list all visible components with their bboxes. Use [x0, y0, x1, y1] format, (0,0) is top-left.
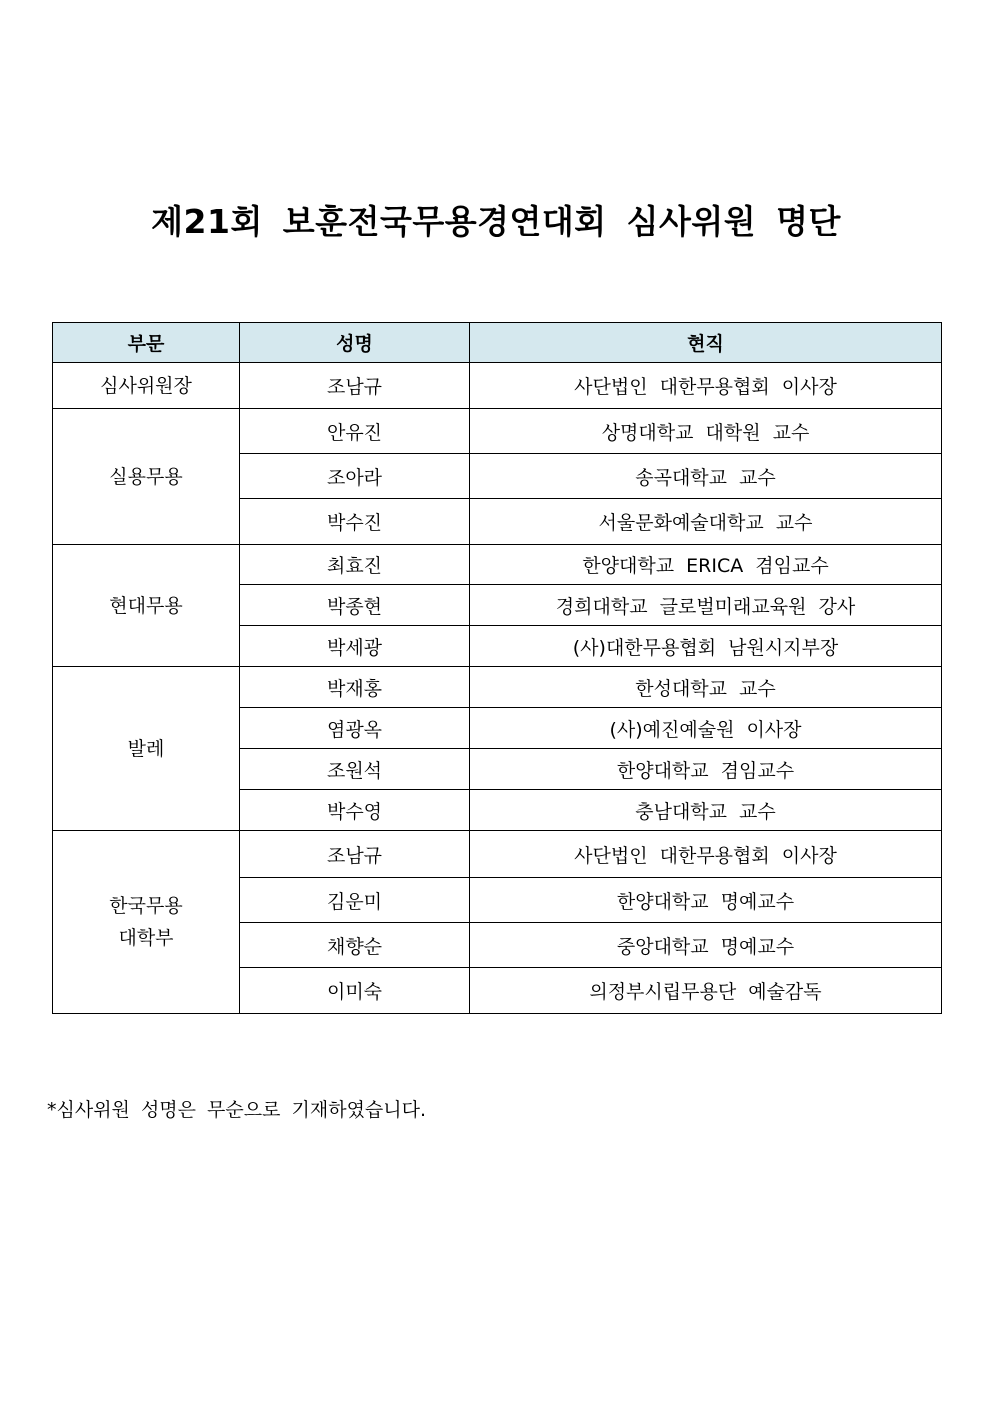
judge-position-cell: 상명대학교 대학원 교수 — [470, 409, 942, 454]
division-label: 대학부 — [118, 927, 174, 949]
footnote: *심사위원 성명은 무순으로 기재하였습니다. — [47, 1099, 427, 1121]
judge-position-cell: 서울문화예술대학교 교수 — [470, 499, 942, 545]
judge-name-cell: 채향순 — [240, 923, 470, 968]
division-label: 발레 — [127, 737, 165, 760]
judge-name-cell: 조원석 — [240, 749, 470, 790]
division-cell — [53, 363, 240, 409]
judge-name-cell: 안유진 — [240, 409, 470, 454]
judge-position-cell: 송곡대학교 교수 — [470, 454, 942, 499]
table-row — [53, 363, 942, 409]
division-label: 심사위원장 — [100, 374, 192, 397]
division-label: 실용무용 — [109, 465, 183, 488]
table-row — [53, 831, 942, 878]
judge-position-cell: (사)예진예술원 이사장 — [470, 708, 942, 749]
table-header-row — [53, 323, 942, 363]
judge-position-cell: 한양대학교 겸임교수 — [470, 749, 942, 790]
judges-table — [52, 322, 942, 1014]
judge-name-cell: 조아라 — [240, 454, 470, 499]
judge-name-cell: 박재홍 — [240, 667, 470, 708]
header-name: 성명 — [240, 323, 470, 363]
judge-position-cell: (사)대한무용협회 남원시지부장 — [470, 626, 942, 667]
judge-name-cell: 조남규 — [240, 831, 470, 878]
table-row — [53, 545, 942, 585]
division-cell — [53, 545, 240, 667]
document-title: 제21회 보훈전국무용경연대회 심사위원 명단 — [151, 202, 841, 241]
table-row — [53, 667, 942, 708]
division-label: 한국무용 — [109, 895, 183, 917]
judge-position-cell: 충남대학교 교수 — [470, 790, 942, 831]
judge-name-cell: 박수영 — [240, 790, 470, 831]
judge-position-cell: 경희대학교 글로벌미래교육원 강사 — [470, 585, 942, 626]
judge-name-cell: 염광옥 — [240, 708, 470, 749]
division-cell — [53, 409, 240, 545]
judge-name-cell: 박종현 — [240, 585, 470, 626]
judge-name-cell: 박수진 — [240, 499, 470, 545]
header-position: 현직 — [470, 323, 942, 363]
judge-name-cell: 최효진 — [240, 545, 470, 585]
division-cell — [53, 831, 240, 1014]
judge-name-cell: 조남규 — [240, 363, 470, 409]
table-body — [53, 363, 942, 1014]
table-row — [53, 409, 942, 454]
header-division: 부문 — [53, 323, 240, 363]
judge-position-cell: 사단법인 대한무용협회 이사장 — [470, 363, 942, 409]
judge-name-cell: 이미숙 — [240, 968, 470, 1014]
judge-position-cell: 한성대학교 교수 — [470, 667, 942, 708]
division-label: 현대무용 — [109, 594, 183, 617]
judge-name-cell: 김운미 — [240, 878, 470, 923]
division-cell — [53, 667, 240, 831]
judge-name-cell: 박세광 — [240, 626, 470, 667]
judge-position-cell: 한양대학교 명예교수 — [470, 878, 942, 923]
judge-position-cell: 의정부시립무용단 예술감독 — [470, 968, 942, 1014]
judge-position-cell: 한양대학교 ERICA 겸임교수 — [470, 545, 942, 585]
judge-position-cell: 사단법인 대한무용협회 이사장 — [470, 831, 942, 878]
judge-position-cell: 중앙대학교 명예교수 — [470, 923, 942, 968]
